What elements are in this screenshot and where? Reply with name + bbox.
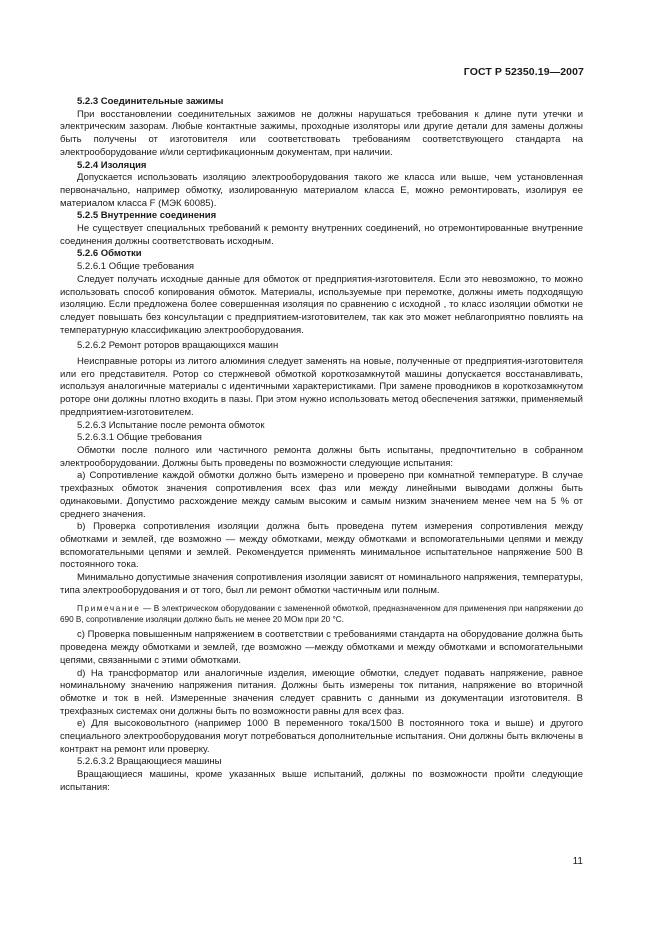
subsection-title-5-2-6-1: 5.2.6.1 Общие требования	[77, 261, 195, 273]
list-item-d: d) На трансформатор или аналогичные изделия, имеющие обмотки, следует подавать напряжение, равное номинальному значению напряжения питания. Должны быть измерены ток питания, напряжение во вторичной обмотке и ток в ней. Измеренные значения следует сравнить с данными из документации изготовителя. В трехфазных системах они должны быть по возможности равны для всех фаз.	[60, 667, 583, 717]
section-heading-5-2-5: 5.2.5 Внутренние соединения	[77, 210, 217, 222]
section-heading-5-2-4: 5.2.4 Изоляция	[77, 159, 147, 171]
section-heading-5-2-3: 5.2.3 Соединительные зажимы	[77, 96, 224, 107]
paragraph-5-2-4: Допускается использовать изоляцию электрооборудования такого же класса или выше, чем установленная первоначально, например обмотку, изолированную материалом класса E, можно ремонтировать, изолируя ее материалом класса F (МЭК 60085).	[60, 172, 583, 209]
subsection-title-5-2-6-3-2: 5.2.6.3.2 Вращающиеся машины	[77, 756, 222, 768]
note-label: Примечание	[77, 604, 141, 614]
subsection-title-5-2-6-2: 5.2.6.2 Ремонт роторов вращающихся машин	[77, 340, 279, 352]
list-item-c: c) Проверка повышенным напряжением в соответствии с требованиями стандарта на оборудование должна быть проведена между обмотками и землей, где возможно —между обмотками и между обмотками и вспомогательными цепями, связанными с этими обмотками.	[60, 629, 583, 666]
paragraph-5-2-5: Не существует специальных требований к ремонту внутренних соединений, но отремонтированные внутренние соединения должны соответствовать исходным.	[60, 223, 583, 247]
page-number: 11	[572, 856, 583, 867]
paragraph-5-2-3: При восстановлении соединительных зажимов не должны нарушаться требования к длине пути утечки и электрическим зазорам. Любые контактные зажимы, проходные изоляторы или другие детали для замены должны быть получены от изготовителя или соответствовать требованиям соответствующего стандарта на электрооборудование и/или сертификационным документам, при наличии.	[60, 108, 583, 158]
list-item-e: e) Для высоковольтного (например 1000 В переменного тока/1500 В постоянного тока и выше) и другого специального электрооборудования могут потребоваться дополнительные испытания. Они должны быть включены в контракт на ремонт или проверку.	[60, 718, 583, 755]
note-text: — В электрическом оборудовании с замененной обмоткой, предназначенном для применения при напряжении до 690 В, сопротивление изоляции должно быть не менее 20 МОм при 20 °С.	[60, 604, 583, 625]
note-paragraph	[60, 603, 583, 625]
paragraph-5-2-6-1: Следует получать исходные данные для обмоток от предприятия-изготовителя. Если это невозможно, то можно использовать способ копирования обмоток. Материалы, используемые при перемотке, должны иметь подходящую изоляцию. Если предложена более совершенная изоляция по сравнению с исходной , то класс изоляции обмотки не следует повышать без консультации с предприятием-изготовителем, так как это может неблагоприятно повлиять на температурную классификацию электрооборудования.	[60, 273, 583, 336]
list-item-b: b) Проверка сопротивления изоляции должна быть проведена путем измерения сопротивления между обмотками и землей, где возможно — между обмотками, между обмотками и вспомогательными цепями и между вспомогательными цепями и землей. Рекомендуется применять минимальное испытательное напряжение 500 В постоянного тока.	[60, 521, 583, 571]
paragraph-5-2-6-2: Неисправные роторы из литого алюминия следует заменять на новые, полученные от предприятия-изготовителя или его представителя. Ротор со стержневой обмоткой короткозамкнутой машины допускается восстанавливать, используя аналогичные материалы с идентичными характеристиками. При замене проводников в короткозамкнутом роторе они должны плотно входить в пазы. При этом нужно использовать метод обеспечения затяжки, применяемый предприятием-изготовителем.	[60, 356, 583, 418]
paragraph-5-2-6-3-1: Обмотки после полного или частичного ремонта должны быть испытаны, предпочтительно в собранном электрооборудовании. Должны быть проведены по возможности следующие испытания:	[60, 444, 583, 469]
standard-header: ГОСТ Р 52350.19—2007	[463, 66, 584, 78]
list-item-a: a) Сопротивление каждой обмотки должно быть измерено и проверено при комнатной температуре. В случае трехфазных обмоток значения сопротивления всех фаз или между линейными выводами должны быть одинаковыми. Допустимо расхождение между самым высоким и самым низким значением менее чем на 5 % от среднего значения.	[60, 470, 583, 520]
subsection-title-5-2-6-3: 5.2.6.3 Испытание после ремонта обмоток	[77, 419, 265, 431]
subsection-title-5-2-6-3-1: 5.2.6.3.1 Общие требования	[77, 432, 202, 444]
section-heading-5-2-6: 5.2.6 Обмотки	[77, 248, 142, 260]
document-body	[60, 96, 583, 795]
paragraph-5-2-6-3-2: Вращающиеся машины, кроме указанных выше испытаний, должны по возможности пройти следующие испытания:	[60, 769, 583, 793]
paragraph-insulation-values: Минимально допустимые значения сопротивления изоляции зависят от номинального напряжения, температуры, типа электрооборудования и от того, был ли ремонт обмотки частичным или полным.	[60, 572, 583, 596]
